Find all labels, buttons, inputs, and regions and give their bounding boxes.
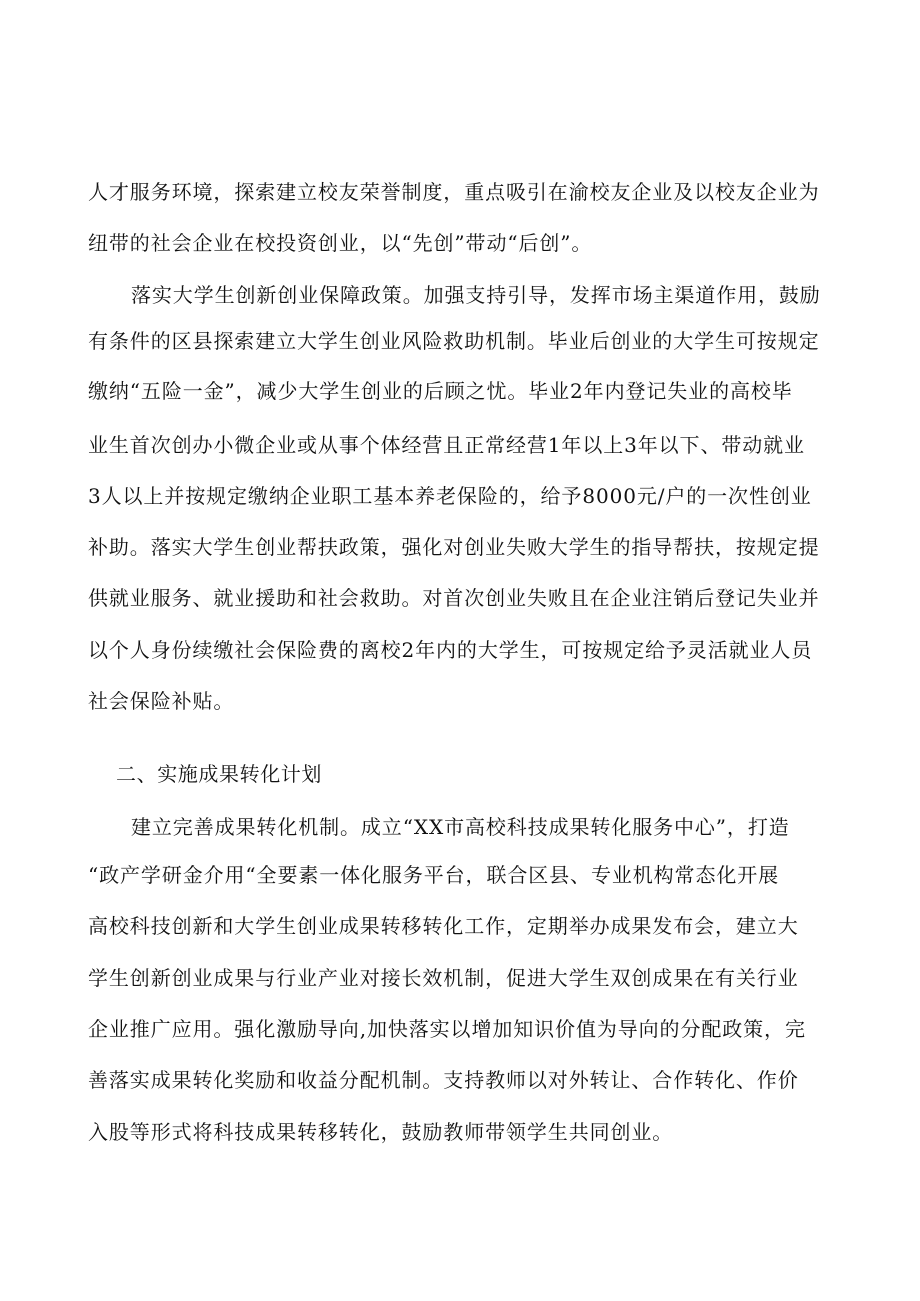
paragraph-line: 有条件的区县探索建立大学生创业风险救助机制。毕业后创业的大学生可按规定 [88,329,820,353]
section-heading: 二、实施成果转化计划 [116,762,322,786]
paragraph-line: 建立完善成果转化机制。成立“XX市高校科技成果转化服务中心”，打造 [131,815,790,839]
paragraph-line: 入股等形式将科技成果转移转化，鼓励教师带领学生共同创业。 [88,1120,674,1144]
paragraph-line: 企业推广应用。强化激励导向,加快落实以增加知识价值为导向的分配政策，完 [88,1017,806,1041]
paragraph-line: “政产学研金介用“全要素一体化服务平台，联合区县、专业机构常态化开展 [88,863,780,887]
paragraph-line: 人才服务环境，探索建立校友荣誉制度，重点吸引在渝校友企业及以校友企业为 [88,180,820,204]
paragraph-line: 缴纳“五险一金”，减少大学生创业的后顾之忧。毕业2年内登记失业的高校毕 [88,379,793,403]
paragraph-line: 社会保险补贴。 [88,689,235,713]
paragraph-line: 纽带的社会企业在校投资创业，以“先创”带动“后创”。 [88,231,593,255]
paragraph-line: 供就业服务、就业援助和社会救助。对首次创业失败且在企业注销后登记失业并 [88,586,820,610]
paragraph-line: 落实大学生创新创业保障政策。加强支持引导，发挥市场主渠道作用，鼓励 [131,283,821,307]
paragraph-line: 善落实成果转化奖励和收益分配机制。支持教师以对外转让、合作转化、作价 [88,1068,799,1092]
paragraph-line: 高校科技创新和大学生创业成果转移转化工作，定期举办成果发布会，建立大 [88,914,799,938]
paragraph-line: 以个人身份续缴社会保险费的离校2年内的大学生，可按规定给予灵活就业人员 [88,638,813,662]
paragraph-line: 业生首次创办小微企业或从事个体经营且正常经营1年以上3年以下、带动就业 [88,433,805,457]
paragraph-line: 学生创新创业成果与行业产业对接长效机制，促进大学生双创成果在有关行业 [88,966,799,990]
paragraph-line: 补助。落实大学生创业帮扶政策，强化对创业失败大学生的指导帮扶，按规定提 [88,535,820,559]
paragraph-line: 3人以上并按规定缴纳企业职工基本养老保险的，给予8000元/户的一次性创业 [88,484,812,508]
